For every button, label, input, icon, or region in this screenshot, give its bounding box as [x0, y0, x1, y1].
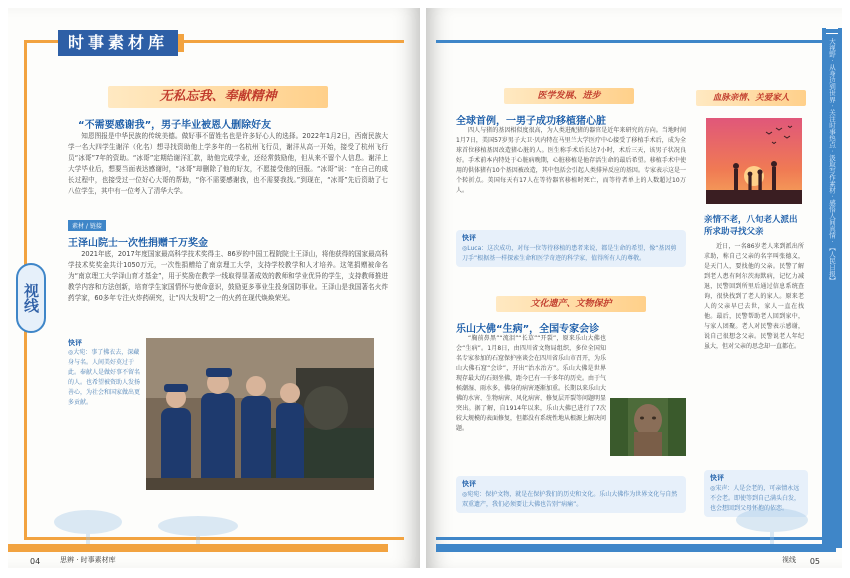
right-footer-bar: [436, 544, 836, 552]
comment-label: 快评: [68, 339, 82, 347]
buddha-photo-art: [610, 398, 686, 456]
footer-section-right: 视线: [782, 556, 796, 564]
family-banner: 血脉亲情、关爱家人: [696, 90, 806, 106]
article1-title: “不需要感谢我”，男子毕业被恩人删除好友: [78, 120, 272, 131]
comment-text: ◎大宛：事了拂衣去，深藏身与名。人间美好莫过于此。奉献人是做好事不留名的人。也希望被资助人发扬善心，为社会和国家做出更多贡献。: [68, 349, 141, 406]
page-number-right: 05: [809, 557, 820, 566]
family-body: 近日，一名86岁老人来到派出所求助，称自己父亲的名字叫张德义，是天门人，要找他的父亲。民警了解到老人患有阿尔茨海默病，记忆力减退，民警回到所里后通过信息系统查询，很快找到了老人的家人。原来老人的父亲早已去世，家人一直在找他。最后，民警帮助老人回到家中，与家人团聚。老人对民警表示感谢，说自己很想念父亲。民警说老人年纪虽大，但对父亲的思念却一直都在。: [704, 243, 804, 350]
left-page: [8, 8, 420, 568]
buddha-photo: [610, 398, 686, 456]
comment-block: [68, 338, 140, 408]
medicine-comment: [456, 230, 686, 267]
article2-body: 2021年底，2017年度国家最高科学技术奖得主、86岁的中国工程院院士王泽山，将他获得的国家最高科学技术奖奖金共计1050万元，一次性捐赠给了南京理工大学，支持学校教学和人才培养。这笔捐赠被命名为“南京理工大学泽山育才基金”，用于奖励在教学一线取得显著成效的教师和学业优异的学生，支持教师推进教学内容和方法创新，培育学生家国情怀与使命意识，鼓励更多事业生投身国防事业。王泽山是我国著名火炸药学家，60多年专注火炸药研究，让“四大发明”之一的火药在现代焕焕荣光。: [68, 250, 388, 302]
menu-lines-icon: [826, 28, 838, 34]
scientists-photo: [146, 338, 374, 490]
side-strip-text: 大视野 · 从身边到世界 · 关注时事热点 · 汲取写作素材 · 感悟人间真情 · 【人民日报】: [828, 38, 836, 284]
medicine-body: 四人与猪的基因相似度很高，为人类进配猪的器官是近年来研究的方向。当地时间1月7日，美国57岁男子大卫·贝内特在马里兰大学医疗中心接受了移植手术后，成为全球首位移植基因改造猪心脏的人。医生称手术后长达7小时，术后三天，该男子状况良好。手术前本内特处于心脏病晚期，心脏移植是他存活生命的最后希望。移植手术中使用的供体猪有10个基因被改造，其中包括会引起人类排异反应的基因。专家表示这是一个转折点。美国每天有17人在等待器官移植时死亡，而等待者单上的人数超过10万人。: [456, 127, 686, 194]
side-tab: 视线: [16, 263, 46, 333]
right-page: [426, 8, 842, 568]
page-number-left: 04: [30, 557, 41, 566]
heritage-comment-text: ◎宛宛：保护文物，就是在保护我们的历史和文化。乐山大佛作为世界文化与自然双重遗产，我们必须要让大佛也告别“病痛”。: [462, 491, 678, 508]
medicine-title: 全球首例，一男子成功移植猪心脏: [456, 116, 606, 127]
family-comment-label: 快评: [710, 474, 724, 482]
article2-title: 王泽山院士一次性捐赠千万奖金: [68, 238, 208, 249]
decor-trees-right-icon: [672, 504, 812, 544]
heritage-comment-label: 快评: [462, 480, 476, 488]
theme-banner: 无私忘我、奉献精神: [108, 86, 328, 108]
sunset-family-art: [706, 118, 802, 204]
medicine-comment-label: 快评: [462, 234, 476, 242]
material-tag: 素材 / 链接: [68, 220, 106, 231]
scientists-photo-art: [146, 338, 374, 490]
medicine-comment-text: ◎Luca：这次成功，对每一位等待移植的患者来说，都是生命的希望，像“基因剪刀手”根据基一样探索生命和医学奇迹的科学家，值得所有人的尊敬。: [462, 245, 677, 262]
section-header: 时事素材库: [58, 30, 178, 56]
family-comment-text: ◎宋声：人是会老的，可亲情永远不会老。即使等到自己满头白发，也会想回到父母怀抱的依恋。: [710, 485, 801, 512]
footer-section-left: 思辨 · 时事素材库: [60, 556, 116, 564]
heritage-comment: [456, 476, 686, 513]
decor-trees-icon: [48, 504, 248, 544]
article1-body: 知恩图报是中华民族的传统美德。做好事不留姓名也是许多好心人的选择。2022年1月2日，西南民族大学一名大四学生谢洋（化名）想寻找资助他上学多年的一名杭州飞行员，谢洋从高一开始，接受了杭州飞行员“冰哥”7年的资助。“冰哥”定期给谢洋汇款，助他完成学业，还经常鼓励他，但从来不留个人信息。谢洋上大学毕业后，想要当面表达感谢时，“冰哥”却删除了他的好友，不愿接受他的回报。“冰哥”说：“在自己的成长过程中，也接受过一位好心大哥的帮助，“你不需要感谢我，也不需要我找。”到现在，“冰哥”先后资助了七八位学生，其中有一位考入了清华大学。: [68, 132, 388, 195]
family-title: 亲情不老，八旬老人派出所求助寻找父亲: [704, 215, 798, 237]
heritage-banner: 文化遗产、文物保护: [496, 296, 646, 312]
left-footer-bar: [8, 544, 388, 552]
medicine-banner: 医学发展、进步: [504, 88, 634, 104]
heritage-title: 乐山大佛“生病”，全国专家会诊: [456, 324, 600, 335]
family-photo: [706, 118, 802, 204]
heritage-body: “胸前鼻黑”“流泪”“长草”“开裂”，原来乐山大佛也会“生病”。1月8日，由四川省文物局组织，多位全国知名专家参加的石窟保护座谈会在四川省乐山市召开，为乐山大佛石窟“会诊”，开出“治水治方”。乐山大佛是世界现存最大的石刻坐佛，距今已有一千多年的历史。由于气候潮湿、雨水多，佛身的病害逐渐加重。长期以来乐山大佛的水害、生物病害、风化病害、修复层开裂等问题明显突出。据了解，自1914年以来，乐山大佛已进行了7次较大规模的表面修复，但都没有系统性地从根源上解决问题。: [456, 335, 607, 432]
